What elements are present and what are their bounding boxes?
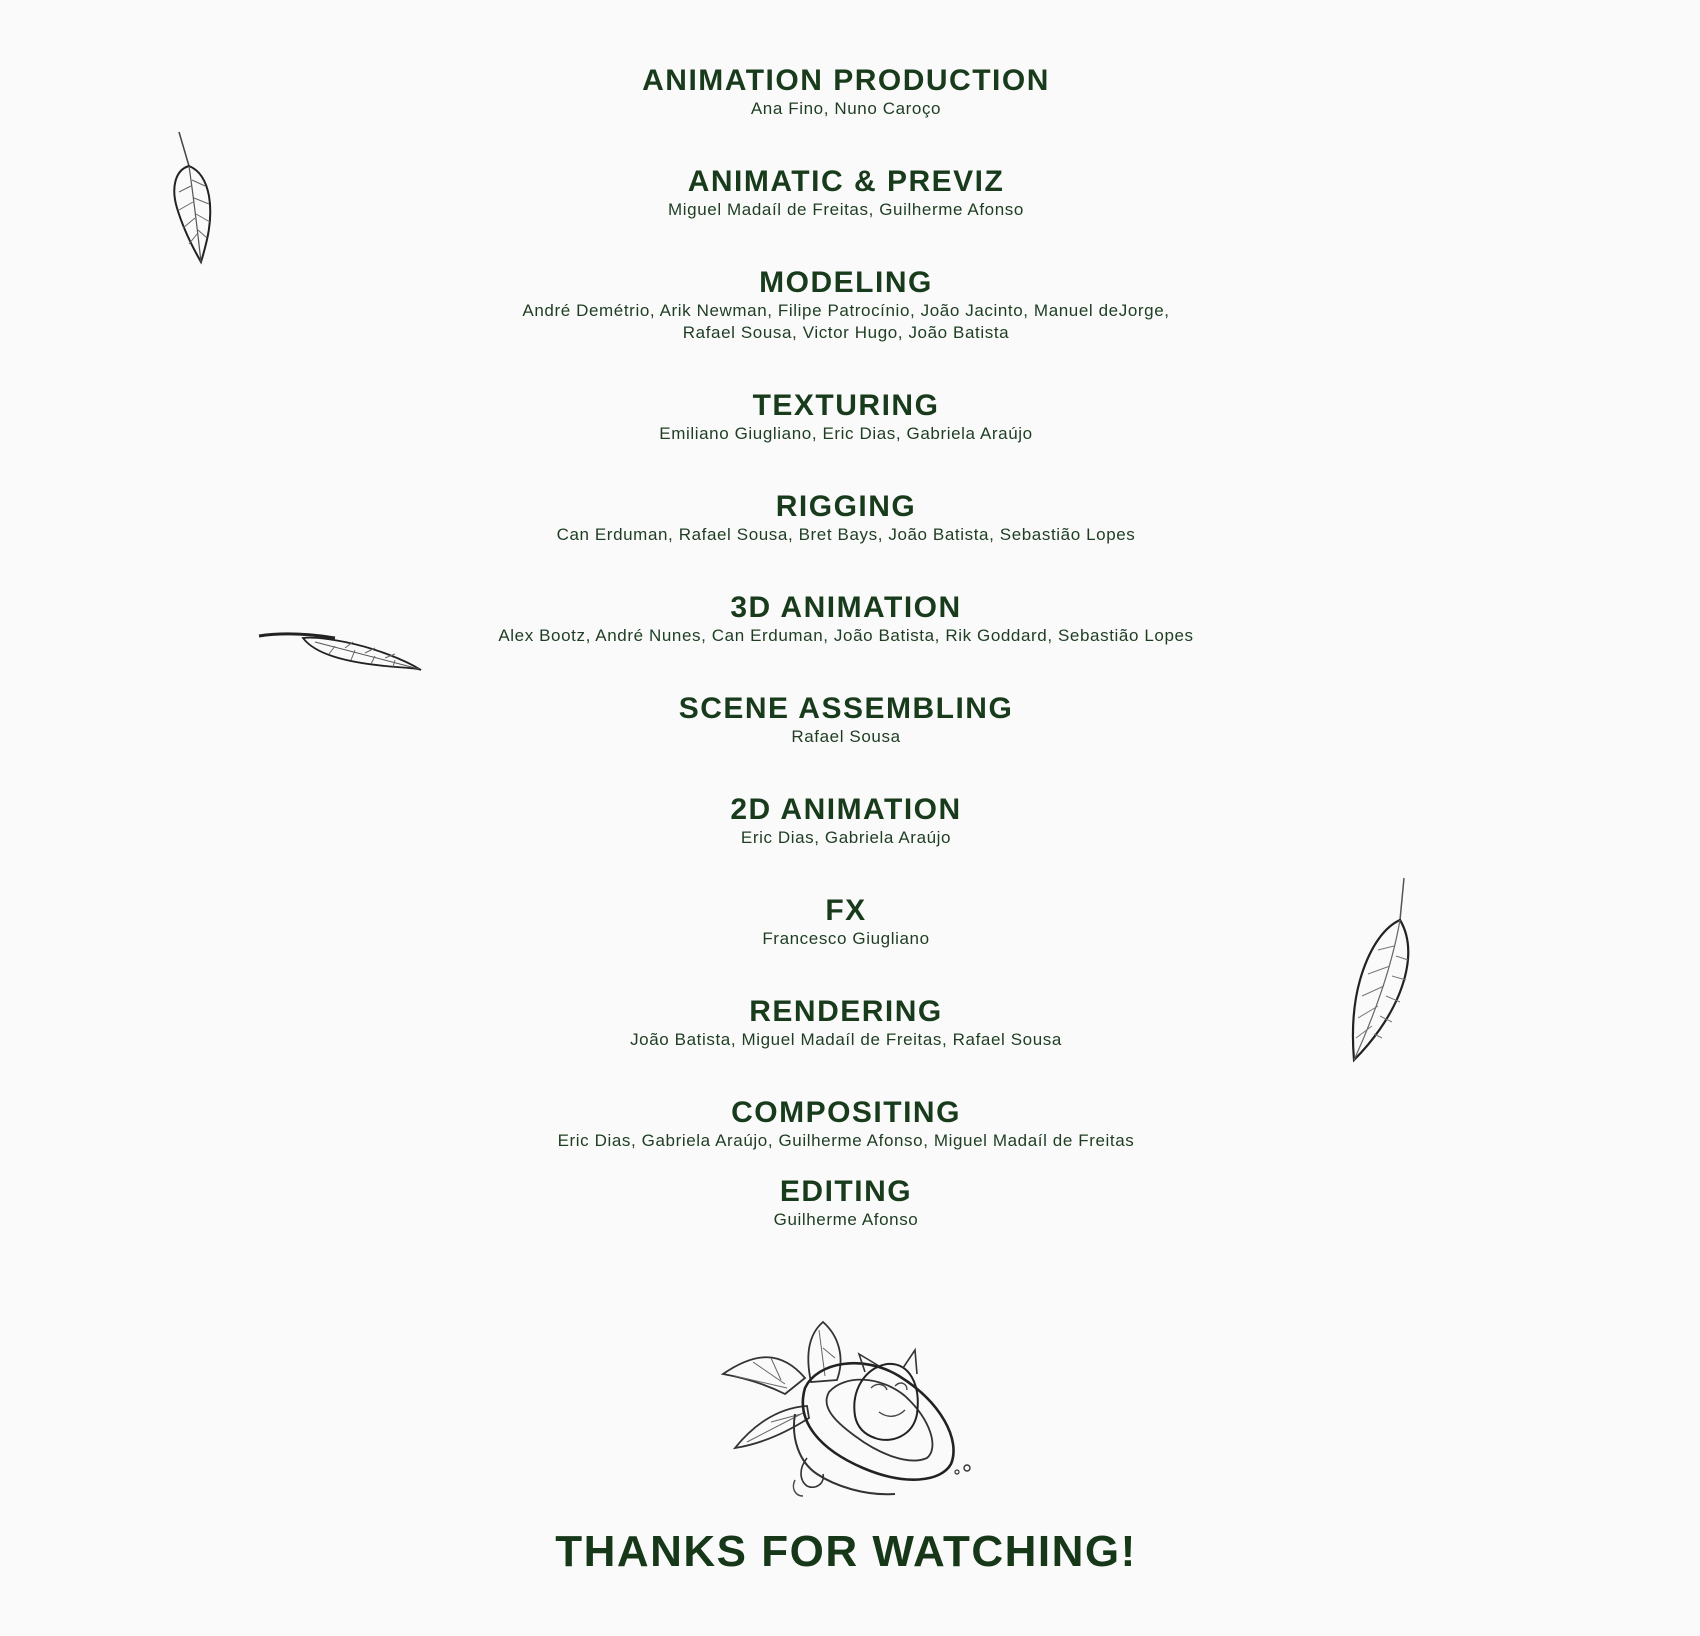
- credit-names: Eric Dias, Gabriela Araújo: [740, 828, 952, 847]
- credit-modeling: [0, 266, 1692, 344]
- credit-texturing: [0, 389, 1692, 445]
- credit-names: Ana Fino, Nuno Caroço: [750, 99, 942, 118]
- credit-names: Eric Dias, Gabriela Araújo, Guilherme Afonso, Miguel Madaíl de Freitas: [557, 1131, 1135, 1150]
- credit-heading: SCENE ASSEMBLING: [678, 692, 1014, 725]
- credit-editing: [0, 1175, 1692, 1231]
- credit-rigging: [0, 490, 1692, 546]
- credit-heading: RIGGING: [775, 490, 917, 523]
- credit-names: Guilherme Afonso: [773, 1210, 919, 1229]
- feather-sketch-icon: [165, 130, 225, 270]
- credit-heading: EDITING: [779, 1175, 913, 1208]
- credit-heading: 2D ANIMATION: [730, 793, 962, 826]
- credit-heading: ANIMATION PRODUCTION: [642, 64, 1050, 97]
- credit-heading: 3D ANIMATION: [730, 591, 962, 624]
- credit-heading: RENDERING: [749, 995, 943, 1028]
- credit-animatic-previz: [0, 165, 1692, 221]
- credit-heading: MODELING: [759, 266, 933, 299]
- credit-names: Alex Bootz, André Nunes, Can Erduman, João Batista, Rik Goddard, Sebastião Lopes: [498, 626, 1194, 645]
- credit-names: Francesco Giugliano: [762, 929, 930, 948]
- credit-names: Rafael Sousa: [791, 727, 901, 746]
- credit-names: Can Erduman, Rafael Sousa, Bret Bays, João Batista, Sebastião Lopes: [556, 525, 1136, 544]
- credit-rendering: [0, 995, 1692, 1051]
- credit-2d-animation: [0, 793, 1692, 849]
- creature-shell-sketch-icon: [695, 1318, 985, 1503]
- credit-heading: TEXTURING: [752, 389, 940, 422]
- credit-3d-animation: [0, 591, 1692, 647]
- credit-names: André Demétrio, Arik Newman, Filipe Patrocínio, João Jacinto, Manuel deJorge, Rafael Sousa, Victor Hugo, João Batista: [522, 301, 1170, 342]
- feather-sketch-icon: [255, 626, 425, 676]
- credit-heading: COMPOSITING: [731, 1096, 961, 1129]
- closing-message: THANKS FOR WATCHING!: [555, 1527, 1137, 1576]
- credit-names: Emiliano Giugliano, Eric Dias, Gabriela Araújo: [659, 424, 1033, 443]
- credit-names: João Batista, Miguel Madaíl de Freitas, Rafael Sousa: [630, 1030, 1062, 1049]
- credit-heading: ANIMATIC & PREVIZ: [687, 165, 1005, 198]
- credit-fx: [0, 894, 1692, 950]
- credit-animation-production: [0, 64, 1692, 120]
- credit-compositing: [0, 1096, 1692, 1152]
- credit-heading: FX: [825, 894, 867, 927]
- credit-names: Miguel Madaíl de Freitas, Guilherme Afonso: [668, 200, 1024, 219]
- credit-scene-assembling: [0, 692, 1692, 748]
- feather-sketch-icon: [1338, 876, 1418, 1066]
